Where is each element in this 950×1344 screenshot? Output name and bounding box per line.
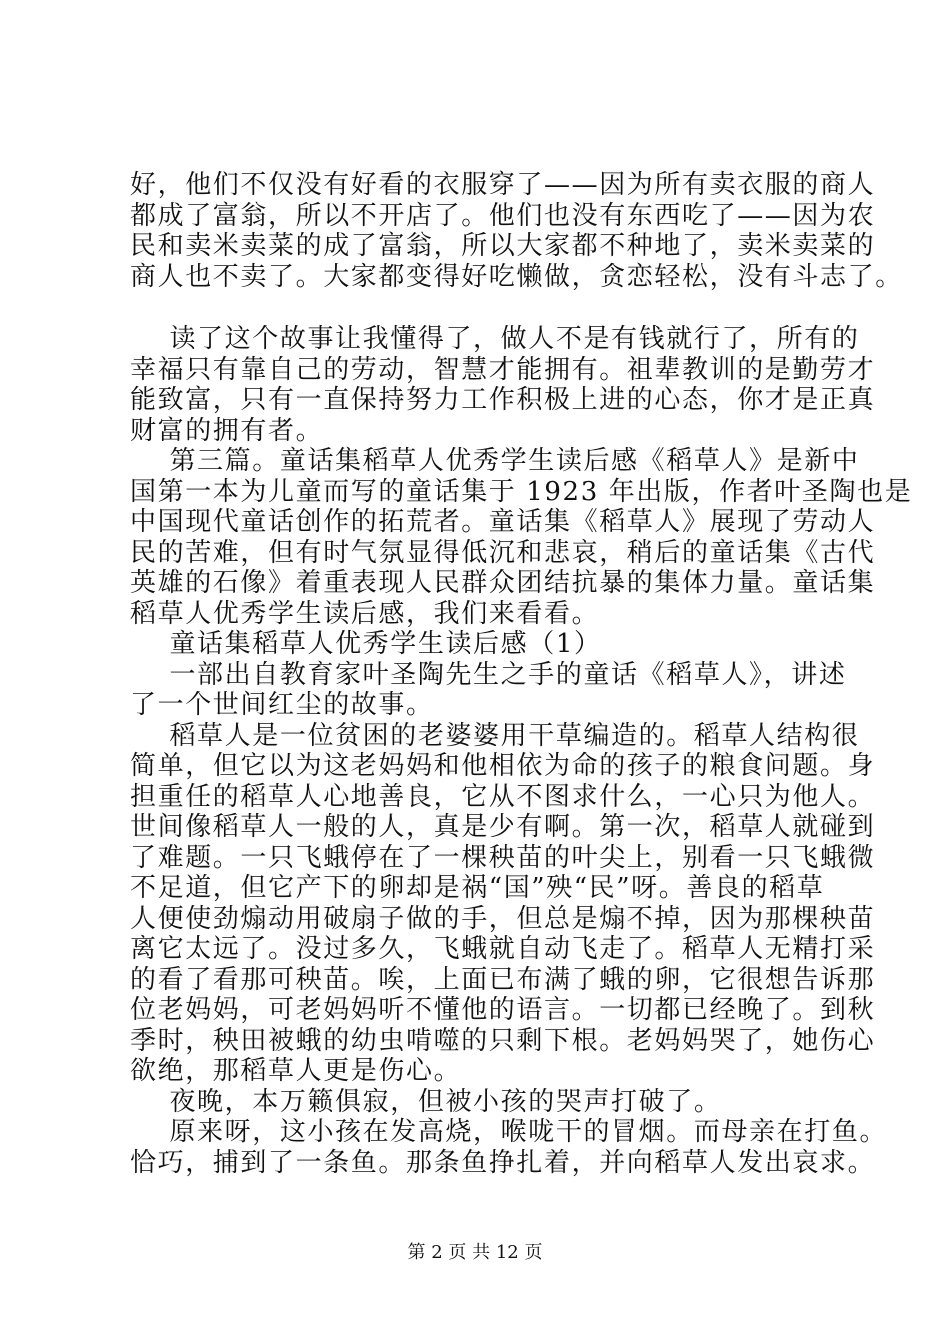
text-line: 民的苦难，但有时气氛显得低沉和悲哀，稍后的童话集《古代 <box>130 537 876 568</box>
paragraph-1 <box>130 170 903 292</box>
text-line: 民和卖米卖菜的成了富翁，所以大家都不种地了，卖米卖菜的 <box>130 231 876 261</box>
text-line: 担重任的稻草人心地善良，它从不图求什么，一心只为他人。 <box>130 781 876 812</box>
paragraph-5 <box>130 660 850 721</box>
text-line: 简单，但它以为这老妈妈和他相依为命的孩子的粮食问题。身 <box>130 751 876 781</box>
text-line: 不足道，但它产下的卵却是祸“国”殃“民”呀。善良的稻草 <box>130 873 825 903</box>
text-line: 第三篇。童话集稻草人优秀学生读后感《稻草人》是新中 <box>130 446 860 476</box>
section-heading: 童话集稻草人优秀学生读后感（1） <box>130 629 602 659</box>
text-line: 幸福只有靠自己的劳动，智慧才能拥有。祖辈教训的是勤劳才 <box>130 354 876 385</box>
text-line: 欲绝，那稻草人更是伤心。 <box>130 1056 462 1086</box>
text-line: 英雄的石像》着重表现人民群众团结抗暴的集体力量。童话集 <box>130 568 876 598</box>
text-line: 原来呀，这小孩在发高烧，喉咙干的冒烟。而母亲在打鱼。 <box>130 1117 888 1147</box>
text-line: 都成了富翁，所以不开店了。他们也没有东西吃了——因为农 <box>130 200 876 231</box>
paragraph-4 <box>130 629 850 660</box>
text-line: 世间像稻草人一般的人，真是少有啊。第一次，稻草人就碰到 <box>130 812 876 842</box>
paragraph-7 <box>130 1087 850 1118</box>
text-line: 好，他们不仅没有好看的衣服穿了——因为所有卖衣服的商人 <box>130 170 876 200</box>
text-line: 了难题。一只飞蛾停在了一棵秧苗的叶尖上，别看一只飞蛾微 <box>130 842 876 873</box>
text-line: 稻草人优秀学生读后感，我们来看看。 <box>130 598 600 629</box>
text-line: 能致富，只有一直保持努力工作积极上进的心态，你才是正真 <box>130 385 876 415</box>
paragraph-6 <box>130 720 876 1087</box>
text-line: 的看了看那可秧苗。唉，上面已布满了蛾的卵，它很想告诉那 <box>130 964 876 995</box>
paragraph-8 <box>130 1117 888 1178</box>
text-line: 人便使劲煽动用破扇子做的手，但总是煽不掉，因为那棵秧苗 <box>130 903 876 934</box>
text-line: 季时，秧田被蛾的幼虫啃噬的只剩下根。老妈妈哭了，她伤心 <box>130 1025 876 1056</box>
document-body <box>130 170 913 1178</box>
text-line: 一部出自教育家叶圣陶先生之手的童话《稻草人》，讲述 <box>130 659 847 690</box>
paragraph-spacer <box>130 292 850 324</box>
text-line: 恰巧，捕到了一条鱼。那条鱼挣扎着，并向稻草人发出哀求。 <box>130 1147 876 1178</box>
text-line: 读了这个故事让我懂得了，做人不是有钱就行了，所有的 <box>130 324 860 354</box>
text-line: 离它太远了。没过多久，飞蛾就自动飞走了。稻草人无精打采 <box>130 934 876 964</box>
text-line: 稻草人是一位贫困的老婆婆用干草编造的。稻草人结构很 <box>130 720 860 751</box>
text-line: 位老妈妈，可老妈妈听不懂他的语言。一切都已经晚了。到秋 <box>130 995 876 1025</box>
text-line: 了一个世间红尘的故事。 <box>130 690 434 720</box>
text-line: 国第一本为儿童而写的童话集于 1923 年出版，作者叶圣陶也是 <box>130 476 913 507</box>
page-number-footer: 第 2 页 共 12 页 <box>407 1242 543 1263</box>
text-line: 财富的拥有者。 <box>130 415 324 446</box>
paragraph-2 <box>130 324 876 446</box>
paragraph-3 <box>130 446 913 629</box>
text-line: 夜晚，本万籁俱寂，但被小孩的哭声打破了。 <box>130 1086 722 1117</box>
text-line: 商人也不卖了。大家都变得好吃懒做，贪恋轻松，没有斗志了。 <box>130 261 903 292</box>
text-line: 中国现代童话创作的拓荒者。童话集《稻草人》展现了劳动人 <box>130 507 876 537</box>
